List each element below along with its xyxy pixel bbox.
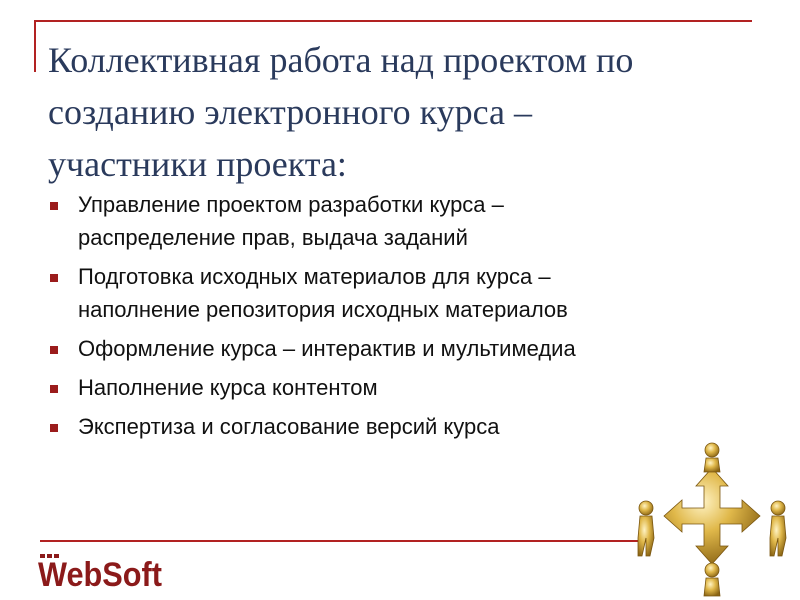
bullet-list [48,188,748,449]
bullet-text: Экспертиза и согласование версий курса [78,414,500,439]
square-bullet-icon [50,202,58,210]
bullet-text: распределение прав, выдача заданий [78,225,468,250]
title-line: Коллективная работа над проектом по [48,40,634,80]
square-bullet-icon [50,424,58,432]
title-line: созданию электронного курса – [48,92,532,132]
square-bullet-icon [50,274,58,282]
bullet-item [48,188,748,254]
bullet-item [48,371,748,404]
bullet-text: Управление проектом разработки курса – [78,192,504,217]
websoft-logo [38,546,178,594]
bullet-text: Оформление курса – интерактив и мультимедиа [78,336,576,361]
bullet-text: Подготовка исходных материалов для курса – [78,264,551,289]
team-puzzle-figures-icon [632,438,792,598]
bullet-item [48,260,748,326]
slide-title [48,34,768,190]
bullet-text: наполнение репозитория исходных материалов [78,297,568,322]
bullet-item [48,332,748,365]
square-bullet-icon [50,385,58,393]
bullet-text: Наполнение курса контентом [78,375,378,400]
top-rule [34,20,752,22]
logo-text: WebSoft [38,556,162,594]
left-rule [34,20,36,72]
square-bullet-icon [50,346,58,354]
bottom-rule [40,540,640,542]
title-line: участники проекта: [48,144,347,184]
